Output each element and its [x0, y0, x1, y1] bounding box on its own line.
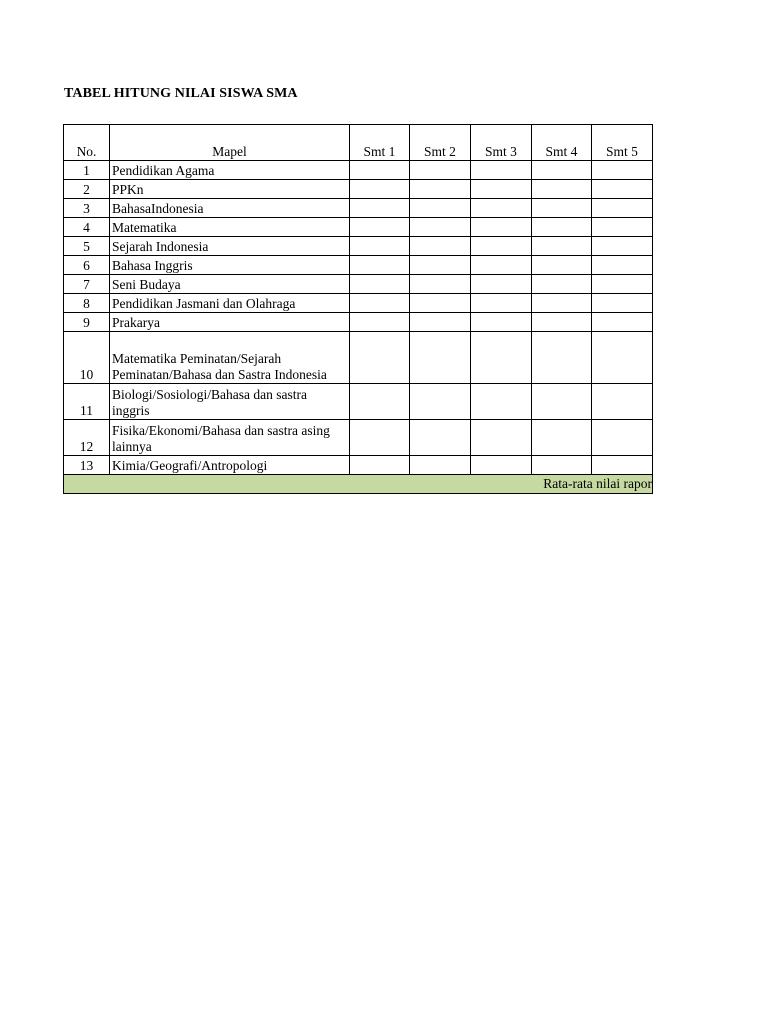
subject-name: Matematika Peminatan/Sejarah Peminatan/Bahasa dan Sastra Indonesia [110, 332, 350, 384]
score-cell-smt-1[interactable] [350, 332, 410, 384]
header-row [64, 125, 653, 161]
score-cell-smt-1[interactable] [350, 218, 410, 237]
score-cell-smt-5[interactable] [592, 199, 653, 218]
score-cell-smt-2[interactable] [410, 237, 471, 256]
subject-name: BahasaIndonesia [110, 199, 350, 218]
table-row [64, 199, 653, 218]
score-cell-smt-1[interactable] [350, 237, 410, 256]
score-cell-smt-4[interactable] [532, 294, 592, 313]
score-cell-smt-5[interactable] [592, 237, 653, 256]
table-row [64, 237, 653, 256]
subject-name: Seni Budaya [110, 275, 350, 294]
score-cell-smt-3[interactable] [471, 332, 532, 384]
score-cell-smt-3[interactable] [471, 275, 532, 294]
score-cell-smt-2[interactable] [410, 218, 471, 237]
average-row [64, 475, 653, 494]
score-cell-smt-1[interactable] [350, 180, 410, 199]
score-cell-smt-4[interactable] [532, 275, 592, 294]
score-cell-smt-5[interactable] [592, 332, 653, 384]
table-row [64, 256, 653, 275]
table-row [64, 420, 653, 456]
score-cell-smt-5[interactable] [592, 218, 653, 237]
score-cell-smt-3[interactable] [471, 199, 532, 218]
subject-name: Biologi/Sosiologi/Bahasa dan sastra inggris [110, 384, 350, 420]
score-cell-smt-4[interactable] [532, 237, 592, 256]
score-cell-smt-2[interactable] [410, 199, 471, 218]
score-cell-smt-5[interactable] [592, 384, 653, 420]
score-cell-smt-5[interactable] [592, 256, 653, 275]
row-number: 4 [64, 218, 110, 237]
score-cell-smt-2[interactable] [410, 161, 471, 180]
header-smt-4: Smt 4 [532, 125, 592, 161]
table-row [64, 180, 653, 199]
subject-name: Fisika/Ekonomi/Bahasa dan sastra asing lainnya [110, 420, 350, 456]
score-cell-smt-4[interactable] [532, 313, 592, 332]
score-cell-smt-1[interactable] [350, 294, 410, 313]
subject-name: Bahasa Inggris [110, 256, 350, 275]
score-cell-smt-3[interactable] [471, 161, 532, 180]
score-cell-smt-3[interactable] [471, 456, 532, 475]
table-row [64, 294, 653, 313]
subject-name: Pendidikan Jasmani dan Olahraga [110, 294, 350, 313]
score-cell-smt-5[interactable] [592, 313, 653, 332]
row-number: 5 [64, 237, 110, 256]
score-cell-smt-4[interactable] [532, 456, 592, 475]
table-row [64, 161, 653, 180]
score-cell-smt-4[interactable] [532, 218, 592, 237]
score-cell-smt-2[interactable] [410, 313, 471, 332]
grades-table [63, 124, 653, 494]
score-cell-smt-2[interactable] [410, 332, 471, 384]
row-number: 2 [64, 180, 110, 199]
score-cell-smt-3[interactable] [471, 218, 532, 237]
score-cell-smt-3[interactable] [471, 313, 532, 332]
subject-name: Prakarya [110, 313, 350, 332]
score-cell-smt-2[interactable] [410, 256, 471, 275]
score-cell-smt-1[interactable] [350, 199, 410, 218]
subject-name: Kimia/Geografi/Antropologi [110, 456, 350, 475]
score-cell-smt-2[interactable] [410, 420, 471, 456]
score-cell-smt-2[interactable] [410, 384, 471, 420]
score-cell-smt-3[interactable] [471, 256, 532, 275]
score-cell-smt-2[interactable] [410, 180, 471, 199]
score-cell-smt-2[interactable] [410, 456, 471, 475]
subject-name: Sejarah Indonesia [110, 237, 350, 256]
score-cell-smt-3[interactable] [471, 180, 532, 199]
row-number: 13 [64, 456, 110, 475]
score-cell-smt-3[interactable] [471, 237, 532, 256]
score-cell-smt-5[interactable] [592, 161, 653, 180]
header-smt-5: Smt 5 [592, 125, 653, 161]
row-number: 3 [64, 199, 110, 218]
score-cell-smt-1[interactable] [350, 456, 410, 475]
score-cell-smt-3[interactable] [471, 384, 532, 420]
table-row [64, 456, 653, 475]
score-cell-smt-5[interactable] [592, 275, 653, 294]
score-cell-smt-5[interactable] [592, 294, 653, 313]
row-number: 6 [64, 256, 110, 275]
row-number: 7 [64, 275, 110, 294]
row-number: 9 [64, 313, 110, 332]
score-cell-smt-4[interactable] [532, 256, 592, 275]
row-number: 1 [64, 161, 110, 180]
score-cell-smt-1[interactable] [350, 420, 410, 456]
page-title: TABEL HITUNG NILAI SISWA SMA [64, 86, 298, 101]
score-cell-smt-1[interactable] [350, 161, 410, 180]
score-cell-smt-4[interactable] [532, 420, 592, 456]
average-label: Rata-rata nilai rapor [64, 475, 653, 494]
row-number: 12 [64, 420, 110, 456]
row-number: 8 [64, 294, 110, 313]
score-cell-smt-4[interactable] [532, 161, 592, 180]
table-row [64, 332, 653, 384]
header-smt-2: Smt 2 [410, 125, 471, 161]
table-row [64, 218, 653, 237]
score-cell-smt-1[interactable] [350, 313, 410, 332]
score-cell-smt-2[interactable] [410, 275, 471, 294]
score-cell-smt-4[interactable] [532, 199, 592, 218]
score-cell-smt-5[interactable] [592, 180, 653, 199]
score-cell-smt-3[interactable] [471, 420, 532, 456]
score-cell-smt-4[interactable] [532, 384, 592, 420]
row-number: 11 [64, 384, 110, 420]
score-cell-smt-4[interactable] [532, 180, 592, 199]
score-cell-smt-5[interactable] [592, 420, 653, 456]
subject-name: Pendidikan Agama [110, 161, 350, 180]
score-cell-smt-5[interactable] [592, 456, 653, 475]
score-cell-smt-1[interactable] [350, 384, 410, 420]
table-row [64, 275, 653, 294]
score-cell-smt-1[interactable] [350, 275, 410, 294]
header-smt-1: Smt 1 [350, 125, 410, 161]
row-number: 10 [64, 332, 110, 384]
header-smt-3: Smt 3 [471, 125, 532, 161]
score-cell-smt-4[interactable] [532, 332, 592, 384]
subject-name: Matematika [110, 218, 350, 237]
score-cell-smt-3[interactable] [471, 294, 532, 313]
score-cell-smt-1[interactable] [350, 256, 410, 275]
score-cell-smt-2[interactable] [410, 294, 471, 313]
table-row [64, 384, 653, 420]
header-no: No. [64, 125, 110, 161]
subject-name: PPKn [110, 180, 350, 199]
header-mapel: Mapel [110, 125, 350, 161]
table-row [64, 313, 653, 332]
